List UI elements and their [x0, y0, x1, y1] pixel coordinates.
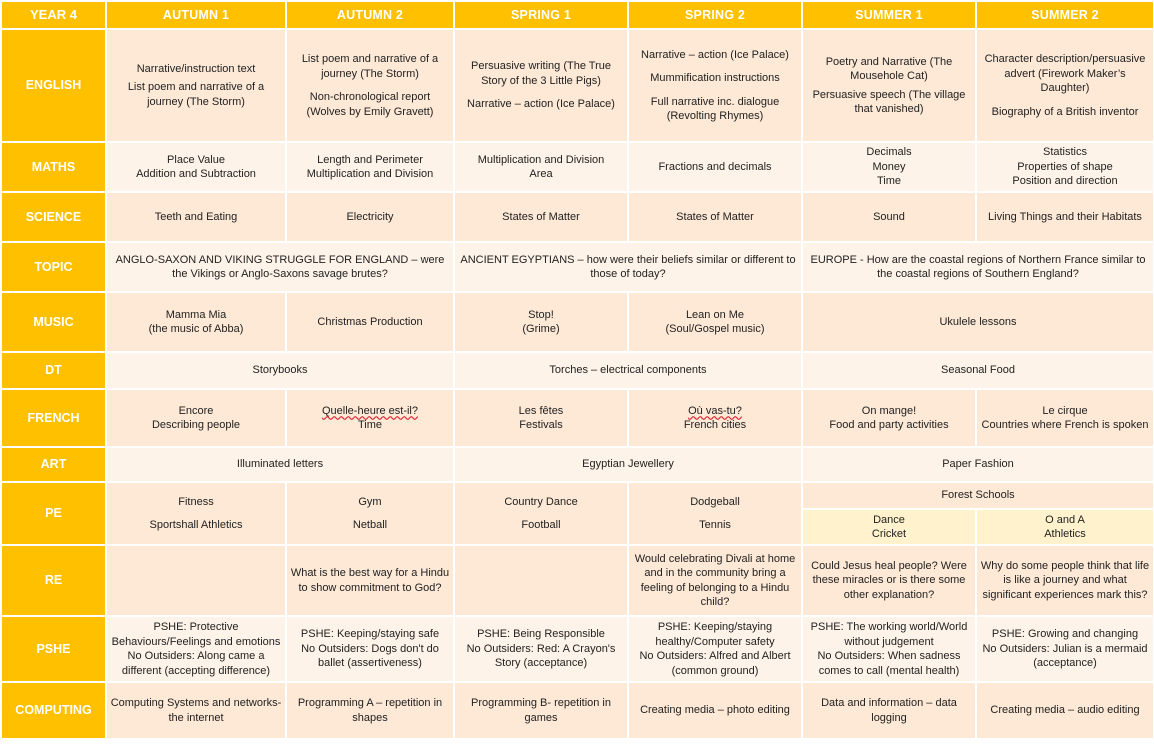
french-summer-2-text: Le cirque Countries where French is spoken: [981, 404, 1149, 431]
term-header-summer-2: SUMMER 2: [976, 1, 1154, 29]
french-spring-2-title: Où vas-tu?: [688, 404, 742, 417]
maths-spring-1: [454, 142, 628, 192]
english-spring-1: [454, 29, 628, 142]
science-spring-1: States of Matter: [454, 192, 628, 242]
maths-autumn-1: [106, 142, 286, 192]
term-header-autumn-2: AUTUMN 2: [286, 1, 454, 29]
pe-spring-2: [628, 482, 802, 545]
pshe-autumn-2-text: PSHE: Keeping/staying safe No Outsiders: Dogs don't do ballet (assertiveness): [300, 628, 440, 670]
computing-row: [1, 682, 1154, 739]
dt-row: [1, 352, 1154, 389]
computing-spring-1: Programming B- repetition in games: [454, 682, 628, 739]
art-spring: Egyptian Jewellery: [454, 447, 802, 482]
pshe-spring-2: [628, 616, 802, 682]
pe-autumn-1-line-2: Sportshall Athletics: [149, 519, 243, 531]
english-spring-1-line-2: Narrative – action (Ice Palace): [467, 98, 615, 111]
pe-summer-1-text: Dance Cricket: [871, 513, 907, 540]
pe-autumn-2-line-2: Netball: [352, 519, 388, 531]
music-autumn-1: [106, 292, 286, 352]
music-spring-1-text: Stop! (Grime): [522, 308, 560, 335]
pshe-autumn-1-text: PSHE: Protective Behaviours/Feelings and emotions No Outsiders: Along came a different (accepting difference): [111, 621, 281, 677]
english-spring-2-line-1: Narrative – action (Ice Palace): [641, 48, 789, 61]
maths-summer-1: [802, 142, 976, 192]
music-spring-2-text: Lean on Me (Soul/Gospel music): [665, 308, 765, 335]
term-header-spring-2: SPRING 2: [628, 1, 802, 29]
re-autumn-1: [106, 545, 286, 616]
english-spring-1-line-1: Persuasive writing (The True Story of the 3 Little Pigs): [471, 60, 611, 87]
maths-row: [1, 142, 1154, 192]
english-summer-2-line-1: Character description/persuasive advert (Firework Maker’s Daughter): [984, 53, 1146, 94]
header-row: [1, 1, 1154, 29]
computing-autumn-2: Programming A – repetition in shapes: [286, 682, 454, 739]
pe-spring-1: [454, 482, 628, 545]
science-row: [1, 192, 1154, 242]
music-autumn-2: Christmas Production: [286, 292, 454, 352]
science-summer-1: Sound: [802, 192, 976, 242]
english-row: [1, 29, 1154, 142]
french-autumn-1-text: Encore Describing people: [151, 404, 241, 431]
computing-autumn-1: Computing Systems and networks- the internet: [106, 682, 286, 739]
french-spring-2-sub: French cities: [683, 419, 747, 431]
dt-spring: Torches – electrical components: [454, 352, 802, 389]
english-autumn-1-line-2: List poem and narrative of a journey (The Storm): [127, 81, 265, 108]
maths-summer-2: [976, 142, 1154, 192]
english-summer-2-line-2: Biography of a British inventor: [991, 105, 1139, 118]
topic-spring: ANCIENT EGYPTIANS – how were their beliefs similar or different to those of today?: [454, 242, 802, 292]
computing-spring-2: Creating media – photo editing: [628, 682, 802, 739]
pe-summer-2: [976, 509, 1154, 545]
computing-summer-2: Creating media – audio editing: [976, 682, 1154, 739]
music-autumn-1-text: Mamma Mia (the music of Abba): [148, 308, 244, 335]
re-summer-2: Why do some people think that life is like a journey and what significant experiences mark this?: [976, 545, 1154, 616]
science-autumn-2: Electricity: [286, 192, 454, 242]
pe-spring-1-line-1: Country Dance: [504, 495, 578, 508]
music-spring-1: [454, 292, 628, 352]
row-header-music: MUSIC: [1, 292, 106, 352]
pe-row: [1, 482, 1154, 509]
english-spring-2-line-2: Mummification instructions: [650, 72, 780, 84]
french-autumn-1: [106, 389, 286, 447]
row-header-re: RE: [1, 545, 106, 616]
pe-spring-2-line-1: Dodgeball: [690, 495, 740, 508]
pe-spring-1-line-2: Football: [521, 519, 561, 531]
topic-summer: EUROPE - How are the coastal regions of Northern France similar to the coastal regions of Southern England?: [802, 242, 1154, 292]
dt-autumn: Storybooks: [106, 352, 454, 389]
art-row: [1, 447, 1154, 482]
pshe-autumn-1: [106, 616, 286, 682]
re-summer-1: Could Jesus heal people? Were these miracles or is there some other explanation?: [802, 545, 976, 616]
topic-autumn: ANGLO-SAXON AND VIKING STRUGGLE FOR ENGLAND – were the Vikings or Anglo-Saxons savage brutes?: [106, 242, 454, 292]
maths-spring-2: [628, 142, 802, 192]
english-spring-2: [628, 29, 802, 142]
maths-summer-1-text: Decimals Money Time: [866, 146, 912, 188]
maths-summer-2-text: Statistics Properties of shape Position and direction: [1012, 146, 1118, 188]
pshe-summer-2-text: PSHE: Growing and changing No Outsiders: Julian is a mermaid (acceptance): [982, 628, 1148, 670]
row-header-pe: PE: [1, 482, 106, 545]
french-spring-1-text: Les fêtes Festivals: [518, 404, 564, 431]
pe-autumn-2: [286, 482, 454, 545]
row-header-art: ART: [1, 447, 106, 482]
computing-summer-1: Data and information – data logging: [802, 682, 976, 739]
french-spring-2: [628, 389, 802, 447]
re-spring-2: Would celebrating Divali at home and in the community bring a feeling of belonging to a Hindu child?: [628, 545, 802, 616]
pe-summer-1: [802, 509, 976, 545]
english-summer-1-line-1: Poetry and Narrative (The Mousehole Cat): [825, 55, 953, 82]
row-header-maths: MATHS: [1, 142, 106, 192]
term-header-spring-1: SPRING 1: [454, 1, 628, 29]
pshe-summer-1-text: PSHE: The working world/World without judgement No Outsiders: When sadness comes to call (mental health): [810, 621, 968, 677]
re-autumn-2: What is the best way for a Hindu to show commitment to God?: [286, 545, 454, 616]
pshe-autumn-2: [286, 616, 454, 682]
pe-autumn-1: [106, 482, 286, 545]
year-label: YEAR 4: [1, 1, 106, 29]
pshe-summer-2: [976, 616, 1154, 682]
art-summer: Paper Fashion: [802, 447, 1154, 482]
row-header-science: SCIENCE: [1, 192, 106, 242]
science-summer-2: Living Things and their Habitats: [976, 192, 1154, 242]
maths-autumn-2: [286, 142, 454, 192]
english-autumn-2-line-2: Non-chronological report (Wolves by Emily Gravett): [306, 91, 434, 118]
row-header-topic: TOPIC: [1, 242, 106, 292]
re-row: [1, 545, 1154, 616]
pshe-spring-1-text: PSHE: Being Responsible No Outsiders: Red: A Crayon's Story (acceptance): [466, 628, 616, 670]
pshe-spring-2-text: PSHE: Keeping/staying healthy/Computer safety No Outsiders: Alfred and Albert (common ground): [639, 621, 791, 677]
row-header-french: FRENCH: [1, 389, 106, 447]
french-spring-1: [454, 389, 628, 447]
maths-spring-2-text: Fractions and decimals: [658, 160, 772, 173]
french-autumn-2: [286, 389, 454, 447]
french-summer-2: [976, 389, 1154, 447]
pshe-row: [1, 616, 1154, 682]
english-autumn-1-line-1: Narrative/instruction text: [136, 62, 256, 75]
maths-autumn-2-text: Length and Perimeter Multiplication and Division: [306, 153, 434, 180]
french-autumn-2-sub: Time: [357, 419, 383, 431]
english-autumn-2: [286, 29, 454, 142]
music-spring-2: [628, 292, 802, 352]
english-spring-2-line-3: Full narrative inc. dialogue (Revolting Rhymes): [650, 95, 780, 122]
pe-spring-2-line-2: Tennis: [699, 519, 731, 531]
english-autumn-2-line-1: List poem and narrative of a journey (The Storm): [301, 53, 439, 80]
row-header-english: ENGLISH: [1, 29, 106, 142]
row-header-pshe: PSHE: [1, 616, 106, 682]
row-header-computing: COMPUTING: [1, 682, 106, 739]
pshe-summer-1: [802, 616, 976, 682]
art-autumn: Illuminated letters: [106, 447, 454, 482]
french-summer-1-text: On mange! Food and party activities: [829, 404, 949, 431]
row-header-dt: DT: [1, 352, 106, 389]
dt-summer: Seasonal Food: [802, 352, 1154, 389]
maths-autumn-1-text: Place Value Addition and Subtraction: [136, 153, 256, 180]
english-summer-1: [802, 29, 976, 142]
pe-autumn-1-line-1: Fitness: [178, 495, 214, 508]
maths-spring-1-text: Multiplication and Division Area: [477, 153, 605, 180]
music-row: [1, 292, 1154, 352]
term-header-summer-1: SUMMER 1: [802, 1, 976, 29]
topic-row: [1, 242, 1154, 292]
music-summer: Ukulele lessons: [802, 292, 1154, 352]
pshe-spring-1: [454, 616, 628, 682]
french-autumn-2-title: Quelle-heure est-il?: [322, 404, 418, 417]
science-autumn-1: Teeth and Eating: [106, 192, 286, 242]
english-autumn-1: [106, 29, 286, 142]
french-row: [1, 389, 1154, 447]
english-summer-2: [976, 29, 1154, 142]
french-summer-1: [802, 389, 976, 447]
science-spring-2: States of Matter: [628, 192, 802, 242]
term-header-autumn-1: AUTUMN 1: [106, 1, 286, 29]
pe-autumn-2-line-1: Gym: [358, 495, 382, 508]
english-summer-1-line-2: Persuasive speech (The village that vanished): [812, 88, 966, 115]
re-spring-1: [454, 545, 628, 616]
pe-summer-forest-schools: Forest Schools: [802, 482, 1154, 509]
pe-summer-2-text: O and A Athletics: [1044, 513, 1086, 540]
